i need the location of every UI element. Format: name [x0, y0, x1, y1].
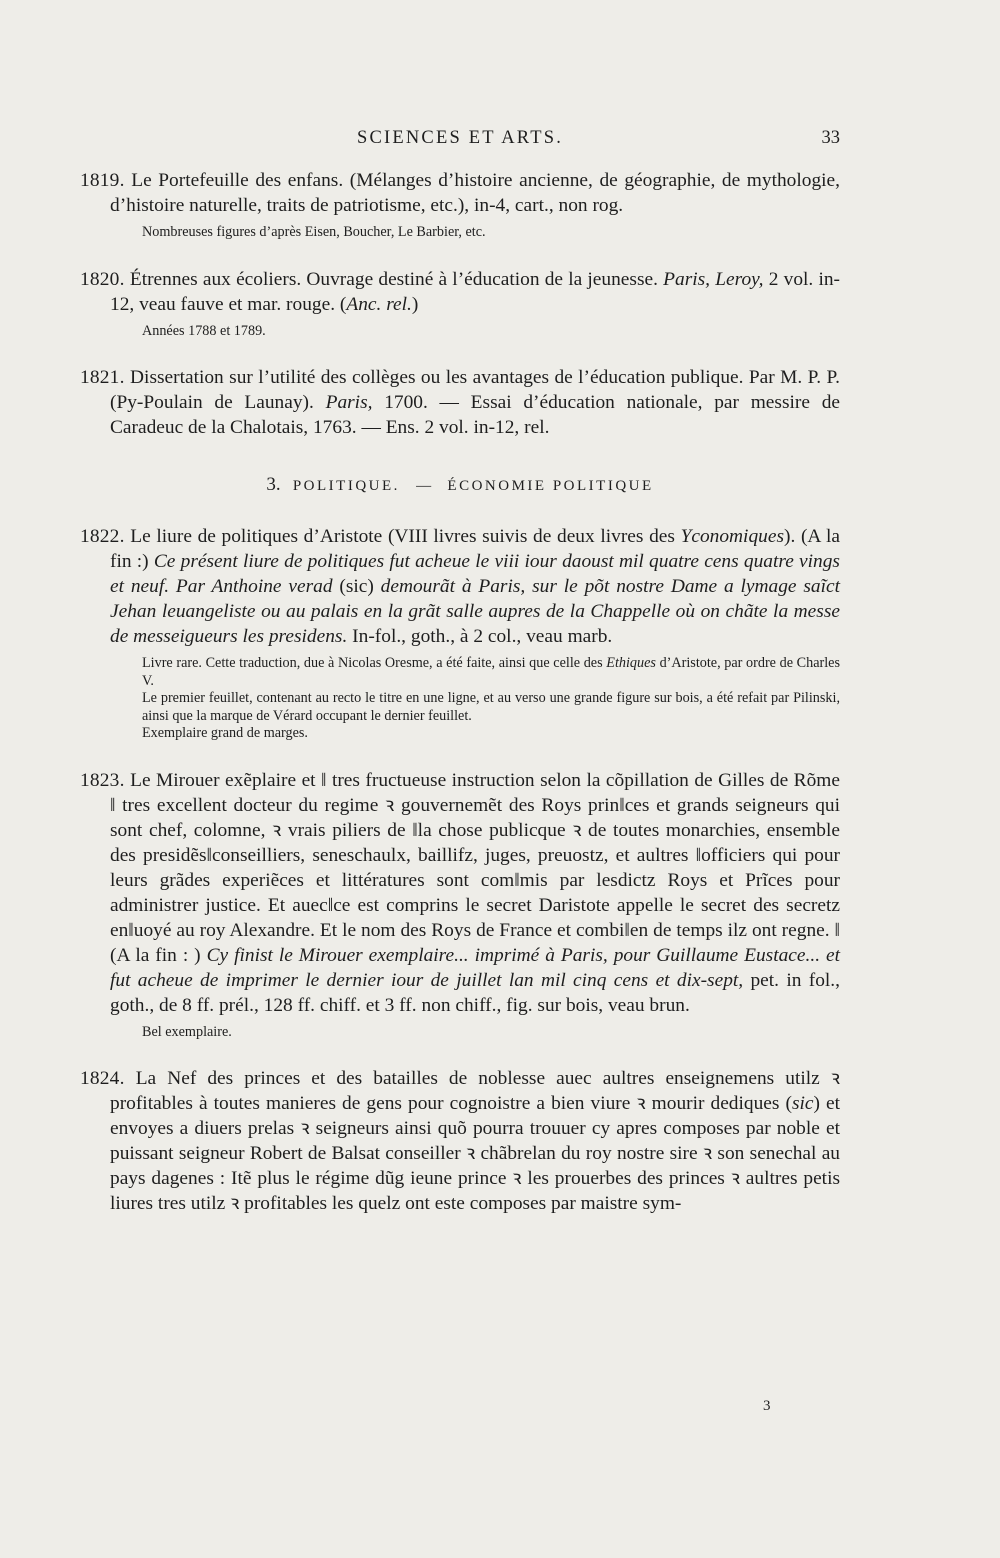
- section-dash: —: [416, 478, 432, 494]
- signature-mark: 3: [763, 1398, 771, 1414]
- section-title-economie: ÉCONOMIE POLITIQUE: [447, 478, 654, 494]
- entry-description: Le liure de politiques d’Aristote (VIII livres suivis de deux livres des: [130, 526, 681, 547]
- entry-description-cont: 1700. — Essai d’éducation nationale, par messire de Caradeuc de la Chalotais, 1763. — Ens. 2 vol. in-12, rel.: [110, 392, 840, 438]
- note-italic: Ethiques: [606, 655, 656, 671]
- entry-description: Étrennes aux écoliers. Ouvrage destiné à l’éducation de la jeunesse.: [129, 268, 664, 290]
- entry-place: Paris,: [663, 268, 711, 290]
- entry-1821: [80, 365, 840, 440]
- entry-note: [80, 655, 840, 690]
- entry-publisher: Leroy,: [715, 268, 764, 290]
- running-header: [80, 128, 840, 154]
- entry-note: Nombreuses figures d’après Eisen, Boucher, Le Barbier, etc.: [142, 224, 486, 240]
- section-heading: [80, 474, 840, 496]
- running-title: SCIENCES ET ARTS.: [356, 128, 564, 148]
- entry-text: [80, 768, 840, 1018]
- section-number: 3.: [266, 474, 281, 495]
- entry-italic-title: Yconomiques: [680, 526, 784, 547]
- entry-colophon-cont: demourãt à Paris, sur le põt nostre Dame a lymage saĩct Jehan leuangeliste ou au palais en la grãt salle aupres de la Chappelle où on chãte la messe de messeigueurs les presidens.: [110, 576, 840, 647]
- entry-note: Le premier feuillet, contenant au recto le titre en une ligne, et au verso une grande figure sur bois, a été refait par Pilinski, ainsi que la marque de Vérard occupant le dernier feuillet.: [142, 690, 840, 724]
- entry-note: Exemplaire grand de marges.: [142, 725, 308, 741]
- entry-text: [80, 524, 840, 649]
- entry-1822: [80, 524, 840, 743]
- entry-note: Années 1788 et 1789.: [142, 322, 266, 339]
- entry-1820: [80, 267, 840, 341]
- entry-format: pet. in fol., goth., de 8 ff. prél., 128 ff. chiff. et 3 ff. non chiff., fig. sur bois, veau brun.: [110, 969, 840, 1016]
- entry-description-cont: ) et envoyes a diuers prelas ꝛ seigneurs ainsi quõ pourra trouuer cy apres composes par noble et puissant seigneur Robert de Balsat conseiller ꝛ chãbrelan du roy nostre sire ꝛ son senechal au pays dagenes : Itẽ plus le régime dũg ieune prince ꝛ les prouerbes des princes ꝛ aultres petis liures tres utilz ꝛ profitables les quelz ont este composes par maistre sym-: [110, 1093, 840, 1214]
- entry-text: [80, 1066, 840, 1216]
- entry-colophon: Cy finist le Mirouer exemplaire... imprimé à Paris, pour Guillaume Eustace... et fut acheue de imprimer le dernier iour de juillet lan mil cinq cens et dix-sept,: [110, 944, 840, 991]
- entry-text: [80, 365, 840, 440]
- entry-text: [80, 168, 840, 218]
- entry-number: 1823.: [80, 769, 125, 791]
- entry-description-cont: 2 vol. in-12, veau fauve et mar. rouge. (: [110, 268, 840, 315]
- entry-number: 1819.: [80, 170, 125, 191]
- page-body: [80, 168, 840, 1227]
- entry-sic: sic: [791, 1093, 814, 1114]
- entry-description: Dissertation sur l’utilité des collèges ou les avantages de l’éducation publique. Par M. P. P. (Py-Poulain de Launay).: [110, 367, 840, 413]
- entry-1819: [80, 168, 840, 242]
- entry-number: 1822.: [80, 526, 125, 547]
- entry-sic: (sic): [332, 576, 381, 597]
- entry-number: 1824.: [80, 1068, 125, 1089]
- page-number: 33: [821, 128, 840, 148]
- note-text-cont: d’Aristote, par ordre de Charles V.: [142, 655, 840, 689]
- entry-1823: [80, 768, 840, 1042]
- entry-number: 1820.: [80, 268, 125, 290]
- entry-description-end: ): [411, 293, 419, 315]
- section-title-politique: POLITIQUE.: [292, 478, 400, 494]
- entry-number: 1821.: [80, 367, 125, 388]
- entry-description: Le Portefeuille des enfans. (Mélanges d’histoire ancienne, de géographie, de mythologie, d’histoire naturelle, traits de patriotisme, etc.), in-4, cart., non rog.: [110, 170, 840, 216]
- note-text: Livre rare. Cette traduction, due à Nicolas Oresme, a été faite, ainsi que celle des: [142, 655, 607, 671]
- entry-text: [80, 267, 840, 317]
- entry-description-cont: ). (A la fin :): [110, 526, 840, 572]
- entry-description: La Nef des princes et des batailles de noblesse auec aultres enseignemens utilz ꝛ profitables à toutes manieres de gens pour cognoistre a bien viure ꝛ mourir dediques (: [110, 1068, 840, 1114]
- entry-place: Paris,: [325, 392, 373, 413]
- entry-format: In-fol., goth., à 2 col., veau marb.: [347, 626, 613, 647]
- entry-binding: Anc. rel.: [346, 293, 412, 315]
- entry-note: Bel exemplaire.: [142, 1023, 232, 1040]
- entry-description: Le Mirouer exẽplaire et ‖ tres fructueuse instruction selon la cõpillation de Gilles de Rõme ‖ tres excellent docteur du regime ꝛ gouvernemẽt des Roys prin‖ces et grands seigneurs qui sont chef, colomne, ꝛ vrais piliers de ‖la chose publicque ꝛ de toutes monarchies, ensemble des presidẽs‖conseilliers, seneschaulx, baillifz, juges, preuostz, et aultres ‖officiers qui pour leurs grãdes experiẽces et littératures sont com‖mis par lesdictz Roys et Prĩces pour administrer justice. Et auec‖ce est comprins le secret Daristote appelle le secret des secretz en‖uoyé au roy Alexandre. Et le nom des Roys de France et combi‖en de temps ilz ont regne. ‖ (A la fin : ): [110, 769, 840, 966]
- entry-colophon: Ce présent liure de politiques fut acheue le viii iour daoust mil quatre cens quatre vings et neuf. Par Anthoine verad: [110, 551, 840, 597]
- entry-1824: [80, 1066, 840, 1216]
